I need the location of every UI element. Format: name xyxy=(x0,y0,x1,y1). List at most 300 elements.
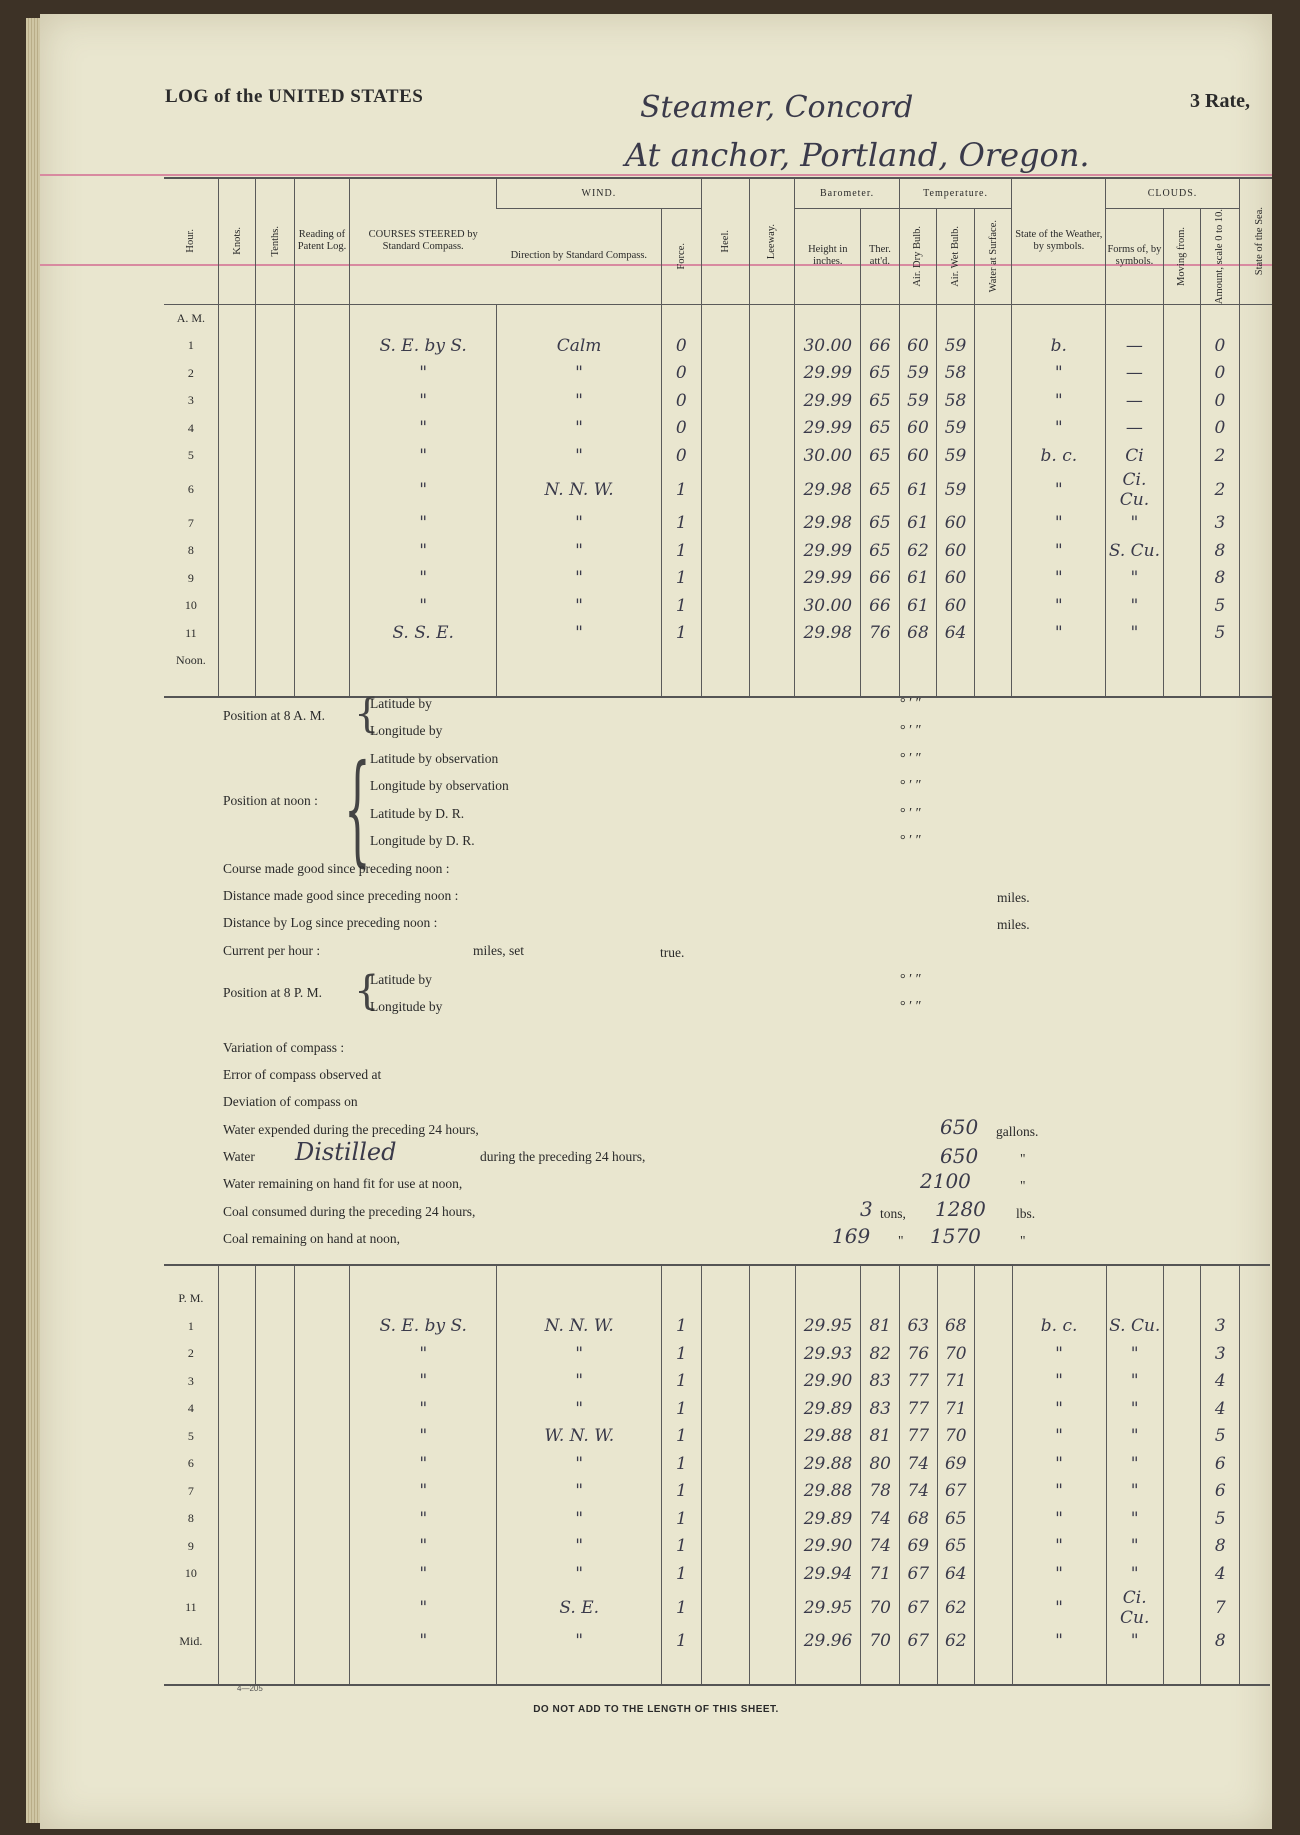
pm-cell-cloud-moving xyxy=(1163,1395,1201,1423)
pm-cell-cloud-forms: " xyxy=(1106,1628,1163,1656)
pm-cell-sea xyxy=(1240,1395,1270,1423)
pm-cell-sea xyxy=(1240,1450,1270,1478)
pm-cell-dry-bulb: 63 xyxy=(899,1313,937,1341)
am-cell-weather: " xyxy=(1012,387,1106,415)
pm-cell-tenths xyxy=(256,1450,295,1478)
pm-cell-weather: " xyxy=(1012,1368,1106,1396)
am-cell-heel xyxy=(701,510,749,538)
pm-cell-heel xyxy=(701,1450,749,1478)
am-cell-wet-bulb: 59 xyxy=(937,332,975,360)
pm-cell-knots xyxy=(218,1533,256,1561)
am-cell-heel xyxy=(701,442,749,470)
pm-cell-leeway xyxy=(749,1313,795,1341)
pm-cell-water-surface xyxy=(975,1588,1013,1628)
pm-cell-height: 29.89 xyxy=(795,1505,861,1533)
pm-cell-knots xyxy=(218,1368,256,1396)
pm-cell-course: " xyxy=(350,1588,497,1628)
pm-cell-patent-log xyxy=(294,1560,349,1588)
am-cell-dry-bulb: 61 xyxy=(899,470,937,510)
am-cell-cloud-forms: — xyxy=(1106,387,1163,415)
am-cell-ther-att: 66 xyxy=(861,592,900,620)
header-rule-top xyxy=(40,174,1272,176)
pm-cell-weather: " xyxy=(1012,1450,1106,1478)
pm-cell-weather: " xyxy=(1012,1628,1106,1656)
am-cell-cloud-moving xyxy=(1163,332,1201,360)
am-cell-weather xyxy=(1012,647,1106,675)
pm-cell-ther-att: 71 xyxy=(861,1560,900,1588)
coal-remaining-label: Coal remaining on hand at noon, xyxy=(223,1231,400,1246)
pm-cell-ther-att: 81 xyxy=(861,1423,900,1451)
am-cell-weather: " xyxy=(1012,620,1106,648)
pm-cell-ther-att: 81 xyxy=(861,1313,900,1341)
am-cell-water-surface xyxy=(974,360,1012,388)
pm-cell-sea xyxy=(1240,1368,1270,1396)
pm-cell-tenths xyxy=(256,1313,295,1341)
am-cell-force: 1 xyxy=(661,470,701,510)
pm-cell-tenths xyxy=(256,1505,295,1533)
am-cell-dry-bulb: 61 xyxy=(899,510,937,538)
am-cell-knots xyxy=(218,565,256,593)
pm-cell-tenths xyxy=(256,1340,295,1368)
pm-cell-hour: 7 xyxy=(187,1483,194,1498)
am-cell-cloud-moving xyxy=(1163,537,1201,565)
pm-cell-water-surface xyxy=(975,1533,1013,1561)
am-cell-force: 0 xyxy=(661,387,701,415)
pm-cell-sea xyxy=(1240,1340,1270,1368)
am-cell-force: 1 xyxy=(661,565,701,593)
am-cell-wet-bulb: 59 xyxy=(937,442,975,470)
pm-cell-ther-att: 80 xyxy=(861,1450,900,1478)
pm-cell-water-surface xyxy=(975,1628,1013,1656)
pm-cell-leeway xyxy=(749,1533,795,1561)
pm-cell-wind-direction: " xyxy=(497,1628,662,1656)
am-cell-tenths xyxy=(256,332,295,360)
am-cell-height: 29.99 xyxy=(795,537,861,565)
am-cell-leeway xyxy=(749,647,795,675)
am-cell-wet-bulb xyxy=(937,647,975,675)
pm-cell-knots xyxy=(218,1450,256,1478)
am-cell-leeway xyxy=(749,415,795,443)
am-cell-sea xyxy=(1239,442,1272,470)
pm-cell-ther-att: 83 xyxy=(861,1368,900,1396)
am-cell-course xyxy=(350,647,497,675)
am-cell-cloud-amount: 8 xyxy=(1201,537,1240,565)
am-cell-force: 1 xyxy=(661,537,701,565)
am-cell-course: " xyxy=(350,592,497,620)
pm-cell-cloud-amount: 8 xyxy=(1201,1628,1240,1656)
pm-cell-force: 1 xyxy=(662,1533,702,1561)
pm-cell-tenths xyxy=(256,1628,295,1656)
pm-cell-cloud-amount: 8 xyxy=(1201,1533,1240,1561)
am-cell-ther-att: 65 xyxy=(861,360,900,388)
am-cell-heel xyxy=(701,537,749,565)
am-cell-water-surface xyxy=(974,332,1012,360)
am-cell-cloud-amount: 8 xyxy=(1201,565,1240,593)
am-cell-ther-att: 65 xyxy=(861,387,900,415)
am-cell-leeway xyxy=(749,592,795,620)
pm-cell-cloud-amount: 7 xyxy=(1201,1588,1240,1628)
pm-row xyxy=(164,1450,1270,1478)
pm-cell-water-surface xyxy=(975,1423,1013,1451)
pm-cell-cloud-forms: " xyxy=(1106,1395,1163,1423)
pm-cell-height: 29.88 xyxy=(795,1423,861,1451)
water-expended-value: 650 xyxy=(940,1115,979,1139)
pm-cell-hour: 11 xyxy=(185,1600,197,1614)
pm-cell-hour: 2 xyxy=(187,1346,194,1361)
coal-consumed-label: Coal consumed during the preceding 24 hours, xyxy=(223,1204,476,1219)
pm-cell-heel xyxy=(701,1313,749,1341)
am-cell-wind-direction: " xyxy=(497,415,662,443)
pm-cell-cloud-forms: " xyxy=(1106,1533,1163,1561)
log-page xyxy=(40,14,1272,1829)
pm-cell-force: 1 xyxy=(662,1368,702,1396)
pm-cell-tenths xyxy=(256,1368,295,1396)
pm-cell-weather: " xyxy=(1012,1478,1106,1506)
pm-cell-cloud-amount: 5 xyxy=(1201,1423,1240,1451)
am-cell-height: 29.99 xyxy=(795,415,861,443)
am-cell-weather: " xyxy=(1012,415,1106,443)
pm-cell-tenths xyxy=(256,1478,295,1506)
am-cell-patent-log xyxy=(294,360,349,388)
pm-cell-cloud-amount: 3 xyxy=(1201,1313,1240,1341)
pm-cell-tenths xyxy=(256,1560,295,1588)
am-cell-course: " xyxy=(350,387,497,415)
pm-cell-wind-direction: " xyxy=(497,1395,662,1423)
am-cell-cloud-moving xyxy=(1163,620,1201,648)
am-cell-hour: 3 xyxy=(187,393,194,408)
am-cell-cloud-moving xyxy=(1163,415,1201,443)
am-cell-tenths xyxy=(256,647,295,675)
pm-cell-knots xyxy=(218,1478,256,1506)
am-cell-weather: " xyxy=(1012,470,1106,510)
pm-cell-cloud-amount: 3 xyxy=(1201,1340,1240,1368)
pm-cell-cloud-moving xyxy=(1163,1313,1201,1341)
water-distilled-value: 650 xyxy=(940,1144,979,1168)
water-during-label: during the preceding 24 hours, xyxy=(480,1149,646,1164)
pm-cell-ther-att: 70 xyxy=(861,1588,900,1628)
pm-cell-force: 1 xyxy=(662,1423,702,1451)
pm-cell-leeway xyxy=(749,1478,795,1506)
water-distilled-ditto: " xyxy=(1020,1151,1026,1166)
am-cell-wind-direction: " xyxy=(497,620,662,648)
pm-row xyxy=(164,1340,1270,1368)
water-remaining-label: Water remaining on hand fit for use at noon, xyxy=(223,1176,463,1191)
am-cell-cloud-amount: 0 xyxy=(1201,387,1240,415)
pm-cell-wet-bulb: 71 xyxy=(937,1368,975,1396)
am-cell-heel xyxy=(701,332,749,360)
pm-cell-sea xyxy=(1240,1588,1270,1628)
pos-noon-deg-3: ° ′ ″ xyxy=(900,806,922,821)
am-cell-course: " xyxy=(350,442,497,470)
pm-cell-heel xyxy=(701,1478,749,1506)
footer-note: DO NOT ADD TO THE LENGTH OF THIS SHEET. xyxy=(533,1704,779,1715)
pm-cell-wind-direction: S. E. xyxy=(497,1588,662,1628)
am-cell-knots xyxy=(218,647,256,675)
brace-8pm: { xyxy=(354,968,380,1014)
am-cell-dry-bulb: 62 xyxy=(899,537,937,565)
pm-cell-force: 1 xyxy=(662,1588,702,1628)
am-cell-cloud-moving xyxy=(1163,647,1201,675)
pm-cell-knots xyxy=(218,1505,256,1533)
am-cell-dry-bulb: 61 xyxy=(899,565,937,593)
am-cell-water-surface xyxy=(974,470,1012,510)
am-cell-force: 0 xyxy=(661,332,701,360)
am-cell-course: S. S. E. xyxy=(350,620,497,648)
am-cell-tenths xyxy=(256,470,295,510)
am-cell-sea xyxy=(1239,415,1272,443)
am-cell-dry-bulb: 60 xyxy=(899,442,937,470)
pm-row xyxy=(164,1560,1270,1588)
am-cell-wet-bulb: 58 xyxy=(937,360,975,388)
pm-cell-cloud-forms: " xyxy=(1106,1368,1163,1396)
pm-cell-patent-log xyxy=(294,1423,349,1451)
pm-cell-weather: " xyxy=(1012,1588,1106,1628)
am-cell-patent-log xyxy=(294,415,349,443)
pos-8pm-lat-label: Latitude by xyxy=(370,972,432,987)
course-made-label: Course made good since preceding noon : xyxy=(223,861,450,876)
am-row xyxy=(164,592,1272,620)
am-cell-patent-log xyxy=(294,592,349,620)
col-tenths-header: Tenths. xyxy=(256,178,295,304)
am-cell-leeway xyxy=(749,620,795,648)
pm-cell-cloud-moving xyxy=(1163,1560,1201,1588)
am-cell-dry-bulb: 60 xyxy=(899,332,937,360)
am-cell-ther-att: 66 xyxy=(861,565,900,593)
am-cell-tenths xyxy=(256,510,295,538)
am-cell-wet-bulb: 64 xyxy=(937,620,975,648)
am-cell-cloud-forms: Ci xyxy=(1106,442,1163,470)
pm-cell-leeway xyxy=(749,1560,795,1588)
am-cell-force: 1 xyxy=(661,510,701,538)
am-cell-ther-att: 65 xyxy=(861,470,900,510)
am-cell-height: 29.99 xyxy=(795,565,861,593)
pm-cell-leeway xyxy=(749,1395,795,1423)
am-cell-cloud-moving xyxy=(1163,387,1201,415)
pm-cell-wet-bulb: 71 xyxy=(937,1395,975,1423)
am-cell-wind-direction: " xyxy=(497,510,662,538)
pm-cell-tenths xyxy=(256,1395,295,1423)
am-cell-leeway xyxy=(749,332,795,360)
pm-cell-ther-att: 83 xyxy=(861,1395,900,1423)
am-cell-knots xyxy=(218,360,256,388)
am-cell-ther-att: 76 xyxy=(861,620,900,648)
am-cell-leeway xyxy=(749,510,795,538)
am-cell-knots xyxy=(218,442,256,470)
am-cell-course: " xyxy=(350,537,497,565)
col-dry-bulb-header: Air. Dry Bulb. xyxy=(899,208,937,304)
am-cell-cloud-amount: 5 xyxy=(1201,620,1240,648)
am-cell-weather: " xyxy=(1012,537,1106,565)
am-cell-cloud-amount xyxy=(1201,647,1240,675)
am-cell-water-surface xyxy=(974,510,1012,538)
pm-cell-dry-bulb: 77 xyxy=(899,1423,937,1451)
am-cell-heel xyxy=(701,592,749,620)
pm-cell-hour: 10 xyxy=(184,1566,197,1581)
am-cell-cloud-forms: — xyxy=(1106,360,1163,388)
pm-cell-dry-bulb: 68 xyxy=(899,1505,937,1533)
am-cell-cloud-amount: 2 xyxy=(1201,470,1240,510)
am-cell-cloud-forms: Ci. Cu. xyxy=(1106,470,1163,510)
vessel-name: Steamer, Concord xyxy=(640,90,914,125)
col-cloud-amount-header: Amount, scale 0 to 10. xyxy=(1201,208,1240,304)
pm-cell-sea xyxy=(1240,1628,1270,1656)
pm-cell-leeway xyxy=(749,1368,795,1396)
pm-cell-heel xyxy=(701,1395,749,1423)
am-cell-sea xyxy=(1239,332,1272,360)
pm-cell-wet-bulb: 69 xyxy=(937,1450,975,1478)
am-cell-knots xyxy=(218,592,256,620)
pm-cell-hour: 4 xyxy=(187,1401,194,1416)
pm-cell-force: 1 xyxy=(662,1505,702,1533)
am-cell-cloud-moving xyxy=(1163,565,1201,593)
pm-cell-weather: " xyxy=(1012,1423,1106,1451)
am-cell-patent-log xyxy=(294,387,349,415)
pm-cell-force: 1 xyxy=(662,1628,702,1656)
am-cell-cloud-forms: S. Cu. xyxy=(1106,537,1163,565)
am-cell-wind-direction: Calm xyxy=(497,332,662,360)
am-cell-ther-att: 65 xyxy=(861,415,900,443)
pm-cell-course: " xyxy=(350,1450,497,1478)
pm-cell-dry-bulb: 76 xyxy=(899,1340,937,1368)
pm-cell-patent-log xyxy=(294,1340,349,1368)
pm-cell-hour: 5 xyxy=(187,1428,194,1443)
pm-cell-water-surface xyxy=(975,1340,1013,1368)
am-cell-cloud-forms: " xyxy=(1106,592,1163,620)
pm-cell-sea xyxy=(1240,1560,1270,1588)
pm-cell-cloud-forms: " xyxy=(1106,1340,1163,1368)
lbs-label: lbs. xyxy=(1016,1206,1036,1221)
temperature-group-header: Temperature. xyxy=(899,178,1012,208)
am-cell-patent-log xyxy=(294,510,349,538)
pm-cell-water-surface xyxy=(975,1478,1013,1506)
col-force-header: Force. xyxy=(661,208,701,304)
am-row xyxy=(164,415,1272,443)
am-cell-water-surface xyxy=(974,387,1012,415)
pm-cell-height: 29.88 xyxy=(795,1478,861,1506)
am-cell-knots xyxy=(218,387,256,415)
pm-cell-weather: " xyxy=(1012,1340,1106,1368)
pm-cell-dry-bulb: 67 xyxy=(899,1588,937,1628)
am-cell-cloud-amount: 0 xyxy=(1201,360,1240,388)
am-log-table xyxy=(164,177,1272,698)
am-cell-wet-bulb: 60 xyxy=(937,537,975,565)
am-cell-tenths xyxy=(256,442,295,470)
am-cell-height: 29.99 xyxy=(795,360,861,388)
pm-cell-patent-log xyxy=(294,1588,349,1628)
pm-cell-patent-log xyxy=(294,1533,349,1561)
am-cell-tenths xyxy=(256,415,295,443)
am-cell-sea xyxy=(1239,537,1272,565)
pm-cell-cloud-forms: " xyxy=(1106,1423,1163,1451)
pm-cell-wind-direction: " xyxy=(497,1478,662,1506)
water-expended-label: Water expended during the preceding 24 hours, xyxy=(223,1122,479,1137)
pm-section-label: P. M. xyxy=(178,1291,204,1306)
am-cell-height xyxy=(795,647,861,675)
am-cell-hour: 5 xyxy=(187,448,194,463)
am-cell-tenths xyxy=(256,537,295,565)
pm-cell-knots xyxy=(218,1588,256,1628)
pm-cell-knots xyxy=(218,1628,256,1656)
form-number: 4—205 xyxy=(237,1684,263,1693)
pm-cell-course: " xyxy=(350,1478,497,1506)
pm-cell-weather: " xyxy=(1012,1533,1106,1561)
col-cloud-forms-header: Forms of, by symbols. xyxy=(1106,208,1163,304)
pos-noon-lat-dr: Latitude by D. R. xyxy=(370,806,465,821)
am-cell-cloud-amount: 0 xyxy=(1201,332,1240,360)
am-cell-water-surface xyxy=(974,415,1012,443)
am-cell-wind-direction: " xyxy=(497,387,662,415)
pm-cell-wet-bulb: 62 xyxy=(937,1628,975,1656)
pm-cell-force: 1 xyxy=(662,1395,702,1423)
am-cell-ther-att: 65 xyxy=(861,442,900,470)
am-cell-course: S. E. by S. xyxy=(350,332,497,360)
pm-cell-tenths xyxy=(256,1533,295,1561)
pm-cell-patent-log xyxy=(294,1313,349,1341)
pm-row xyxy=(164,1478,1270,1506)
log-title: LOG of the UNITED STATES xyxy=(165,86,424,107)
pm-cell-force: 1 xyxy=(662,1560,702,1588)
am-row xyxy=(164,647,1272,675)
am-cell-sea xyxy=(1239,470,1272,510)
pm-cell-cloud-moving xyxy=(1163,1423,1201,1451)
coal-remaining-lbs: 1570 xyxy=(930,1224,981,1248)
pm-cell-cloud-forms: S. Cu. xyxy=(1106,1313,1163,1341)
pm-cell-heel xyxy=(701,1423,749,1451)
pm-cell-wind-direction: " xyxy=(497,1560,662,1588)
am-cell-knots xyxy=(218,620,256,648)
am-cell-wind-direction: " xyxy=(497,537,662,565)
pm-cell-patent-log xyxy=(294,1478,349,1506)
pm-cell-wet-bulb: 65 xyxy=(937,1533,975,1561)
pm-cell-ther-att: 74 xyxy=(861,1505,900,1533)
pm-cell-wind-direction: W. N. W. xyxy=(497,1423,662,1451)
col-wet-bulb-header: Air. Wet Bulb. xyxy=(937,208,975,304)
pm-row xyxy=(164,1395,1270,1423)
am-cell-hour: 6 xyxy=(187,482,194,497)
pm-cell-cloud-amount: 5 xyxy=(1201,1505,1240,1533)
pm-cell-patent-log xyxy=(294,1628,349,1656)
pm-cell-cloud-moving xyxy=(1163,1588,1201,1628)
coal-consumed-lbs: 1280 xyxy=(935,1197,986,1221)
am-cell-tenths xyxy=(256,565,295,593)
pm-cell-heel xyxy=(701,1368,749,1396)
water-label: Water xyxy=(223,1149,255,1164)
pm-cell-dry-bulb: 74 xyxy=(899,1450,937,1478)
pm-cell-hour: 8 xyxy=(187,1511,194,1526)
pm-cell-heel xyxy=(701,1588,749,1628)
pm-cell-weather: b. c. xyxy=(1012,1313,1106,1341)
water-remaining-ditto: " xyxy=(1020,1178,1026,1193)
pm-cell-leeway xyxy=(749,1505,795,1533)
pm-cell-ther-att: 82 xyxy=(861,1340,900,1368)
am-cell-cloud-moving xyxy=(1163,470,1201,510)
am-cell-cloud-amount: 5 xyxy=(1201,592,1240,620)
pm-cell-hour: 9 xyxy=(187,1538,194,1553)
am-cell-hour: 4 xyxy=(187,420,194,435)
pos-8am-lat-label: Latitude by xyxy=(370,696,432,711)
pm-cell-hour: 6 xyxy=(187,1456,194,1471)
pm-cell-cloud-moving xyxy=(1163,1368,1201,1396)
am-cell-cloud-forms: " xyxy=(1106,565,1163,593)
am-cell-heel xyxy=(701,415,749,443)
pm-cell-hour: Mid. xyxy=(179,1633,203,1648)
am-cell-sea xyxy=(1239,360,1272,388)
pm-cell-leeway xyxy=(749,1423,795,1451)
pos-noon-long-obs: Longitude by observation xyxy=(370,778,509,793)
am-cell-weather: " xyxy=(1012,510,1106,538)
am-cell-patent-log xyxy=(294,647,349,675)
am-cell-hour: 1 xyxy=(187,338,194,353)
